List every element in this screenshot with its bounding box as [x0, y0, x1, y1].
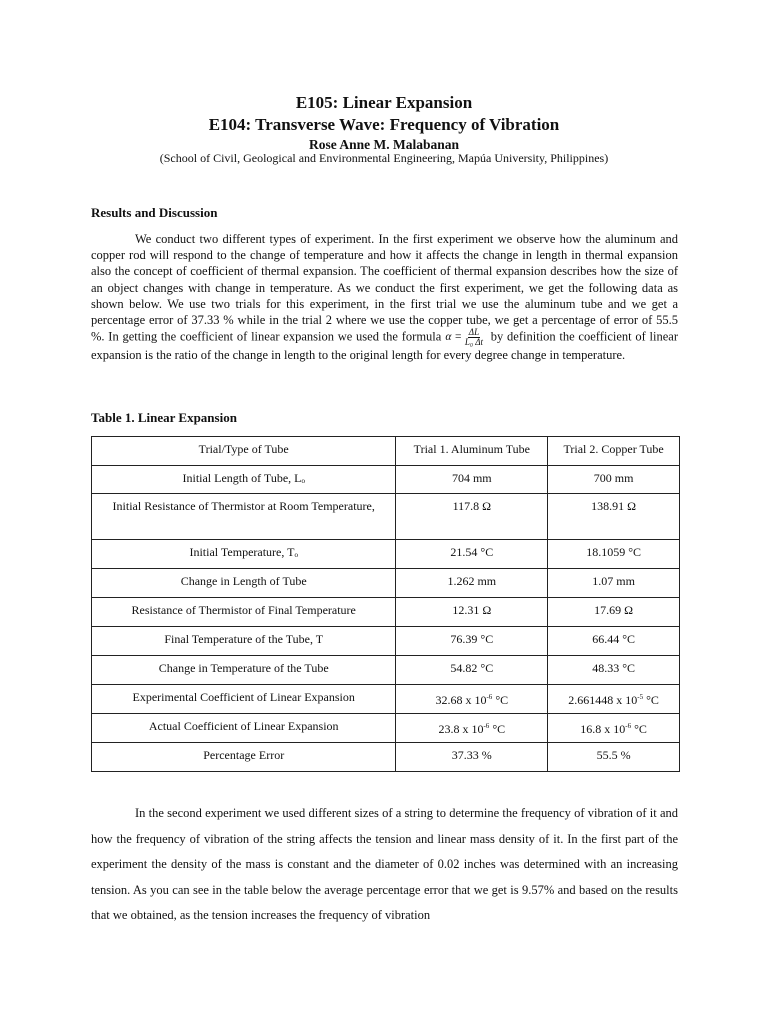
table-cell-label: [92, 627, 396, 656]
table-cell-text: 704 mm: [451, 471, 492, 485]
table-cell-text: 66.44 °C: [592, 632, 635, 646]
table-cell-text: 12.31 Ω: [452, 603, 492, 617]
table-cell-trial1: [396, 714, 548, 743]
table-cell-text: Change in Temperature of the Tube: [158, 661, 329, 675]
table-cell-label: [92, 540, 396, 569]
table-caption: Table 1. Linear Expansion: [91, 410, 237, 425]
table-cell-unit: °C: [643, 693, 659, 707]
table-cell-text: 1.07 mm: [592, 574, 635, 588]
formula-lhs: α =: [445, 331, 462, 344]
table-row: [92, 685, 680, 714]
table-row: [92, 656, 680, 685]
table-cell-trial1: [396, 437, 548, 466]
author-affiliation: (School of Civil, Geological and Environmental Engineering, Mapúa University, Philippines): [159, 151, 609, 165]
author-name: Rose Anne M. Malabanan: [308, 137, 460, 152]
table-row: [92, 627, 680, 656]
paragraph-text: In the second experiment we used different sizes of a string to determine the frequency of vibration of it and how the frequency of vibration of the string affects the tension and linear mass density of it. In the first part of the experiment the density of the mass is constant and the diameter of 0.02 inches was determined with an increasing tension. As you can see in the table below the average percentage error that we get is 9.57% and based on the results that we obtained, as the tension increases the frequency of vibration: [91, 806, 678, 923]
table-cell-label: [92, 714, 396, 743]
table-cell-text: Resistance of Thermistor of Final Temperature: [131, 603, 356, 617]
table-row: [92, 540, 680, 569]
table-cell-text: 16.8 x 10: [580, 722, 626, 736]
formula-numerator: ΔL: [468, 327, 480, 338]
table-row: [92, 569, 680, 598]
table-cell-trial1: [396, 466, 548, 494]
table-cell-text: 17.69 Ω: [594, 603, 634, 617]
table-row: [92, 714, 680, 743]
table-body: [92, 437, 680, 772]
table-row: [92, 466, 680, 494]
table-cell-trial2: [548, 466, 680, 494]
formula-denominator: L₀ Δt: [464, 337, 484, 348]
table-cell-trial1: [396, 494, 548, 540]
table-cell-text: 700 mm: [593, 471, 634, 485]
table-cell-text: Actual Coefficient of Linear Expansion: [148, 719, 339, 733]
table-cell-text: 18.1059 °C: [586, 545, 641, 559]
table-cell-exponent: -5: [637, 693, 644, 701]
table-cell-trial2: [548, 494, 680, 540]
table-cell-exponent: -6: [483, 722, 490, 730]
table-cell-text: Initial Length of Tube, Lₒ: [182, 471, 305, 485]
table-cell-text: 76.39 °C: [450, 632, 494, 646]
document-title-e105: E105: Linear Expansion: [295, 93, 473, 112]
table-cell-label: [92, 437, 396, 466]
table-row: [92, 494, 680, 540]
table-cell-trial2: [548, 656, 680, 685]
table-cell-text: 55.5 %: [596, 748, 631, 762]
table-cell-unit: °C: [631, 722, 647, 736]
table-cell-text: Trial/Type of Tube: [198, 442, 289, 456]
table-cell-unit: °C: [492, 693, 509, 707]
formula-fraction: [465, 328, 483, 347]
linear-expansion-table: [91, 436, 680, 772]
table-cell-text: Percentage Error: [203, 748, 285, 762]
table-cell-text: Change in Length of Tube: [180, 574, 307, 588]
paragraph-results: [91, 231, 678, 363]
table-cell-text: 48.33 °C: [592, 661, 635, 675]
table-cell-trial1: [396, 627, 548, 656]
table-cell-label: [92, 598, 396, 627]
table-cell-text: 37.33 %: [451, 748, 492, 762]
table-cell-text: 54.82 °C: [450, 661, 494, 675]
table-cell-trial1: [396, 656, 548, 685]
table-cell-trial2: [548, 627, 680, 656]
table-row: [92, 437, 680, 466]
table-cell-label: [92, 685, 396, 714]
table-cell-trial2: [548, 685, 680, 714]
table-cell-trial1: [396, 540, 548, 569]
table-cell-exponent: -6: [625, 722, 632, 730]
document-title-e104: E104: Transverse Wave: Frequency of Vibration: [208, 115, 560, 134]
table-cell-label: [92, 494, 396, 540]
table-cell-text: Experimental Coefficient of Linear Expansion: [132, 690, 355, 704]
table-cell-trial1: [396, 569, 548, 598]
table-cell-trial2: [548, 714, 680, 743]
table-cell-text: Trial 2. Copper Tube: [563, 442, 664, 456]
table-cell-label: [92, 569, 396, 598]
table-cell-trial1: [396, 743, 548, 772]
table-cell-text: 1.262 mm: [447, 574, 497, 588]
table-cell-text: Trial 1. Aluminum Tube: [413, 442, 530, 456]
table-cell-trial2: [548, 598, 680, 627]
table-cell-text: Final Temperature of the Tube, T: [164, 632, 324, 646]
table-row: [92, 598, 680, 627]
paragraph-text-before-formula: We conduct two different types of experiment. In the first experiment we observe how the aluminum and copper rod will respond to the change of temperature and how it affects the change in length in thermal expansion also the concept of coefficient of thermal expansion. The coefficient of thermal expansion describes how the size of an object changes with change in temperature. As we conduct the first experiment, we get the following data as shown below. We use two trials for this experiment, in the first trial we use the aluminum tube and we get a percentage error of 37.33 % while in the trial 2 where we use the copper tube, we get a percentage of error of 55.5 %. In getting the coefficient of linear expansion we used the formula: [91, 232, 678, 344]
table-cell-label: [92, 656, 396, 685]
formula: [445, 328, 483, 347]
table-cell-trial2: [548, 540, 680, 569]
table-cell-text: 23.8 x 10: [438, 722, 484, 736]
table-cell-label: [92, 466, 396, 494]
table-cell-label: [92, 743, 396, 772]
paragraph-second-experiment: [91, 801, 678, 929]
table-cell-text: 21.54 °C: [450, 545, 494, 559]
section-heading: Results and Discussion: [91, 205, 218, 220]
table-cell-text: 117.8 Ω: [452, 499, 492, 513]
table-cell-trial1: [396, 685, 548, 714]
table-cell-text: 2.661448 x 10: [568, 693, 638, 707]
table-cell-text: 32.68 x 10: [435, 693, 487, 707]
table-cell-exponent: -6: [486, 693, 493, 701]
table-cell-text: Initial Resistance of Thermistor at Room Temperature,: [112, 499, 375, 513]
paragraph-text-after-formula: by definition the coefficient of linear expansion is the ratio of the change in length to the original length for every degree change in temperature.: [91, 329, 679, 363]
table-cell-trial1: [396, 598, 548, 627]
table-cell-text: Initial Temperature, Tₒ: [189, 545, 298, 559]
table-cell-trial2: [548, 743, 680, 772]
table-cell-trial2: [548, 437, 680, 466]
table-cell-text: 138.91 Ω: [591, 499, 637, 513]
table-row: [92, 743, 680, 772]
table-cell-trial2: [548, 569, 680, 598]
table-cell-unit: °C: [489, 722, 506, 736]
